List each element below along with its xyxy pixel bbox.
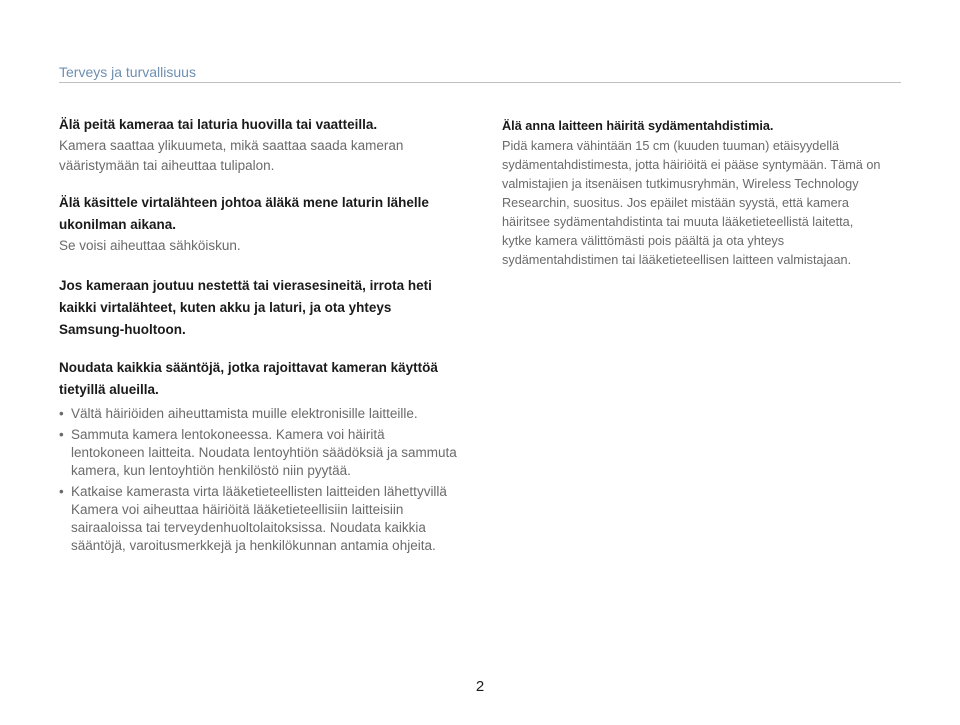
block-text: Kamera saattaa ylikuumeta, mikä saattaa saada kameran vääristymään tai aiheuttaa tulipalon. (59, 138, 404, 173)
block-text: Se voisi aiheuttaa sähköiskun. (59, 238, 241, 253)
block-heading: Noudata kaikkia sääntöjä, jotka rajoittavat kameran käyttöä tietyillä alueilla. (59, 360, 438, 397)
right-column (502, 115, 882, 270)
left-column-block-2 (59, 192, 429, 256)
block-heading: Älä peitä kameraa tai laturia huovilla tai vaatteilla. (59, 117, 378, 132)
list-item: • Vältä häiriöiden aiheuttamista muille elektronisille laitteille. (59, 405, 459, 423)
block-text: Pidä kamera vähintään 15 cm (kuuden tuuman) etäisyydellä sydämentahdistimesta, jotta häiriöitä ei pääse syntymään. Tämä on valmistajien ja itsenäisen tutkimusryhmän, Wireless Technology Researchin, suositus. Jos epäilet mistään syystä, että kamera häiritsee sydämentahdistinta tai muuta lääketieteellistä laitetta, kytke kamera välittömästi pois päältä ja ota yhteys sydämentahdistimen tai lääketieteellisen laitteen valmistajaan. (502, 139, 881, 267)
page-number: 2 (475, 678, 485, 695)
block-heading: Jos kameraan joutuu nestettä tai vierasesineitä, irrota heti kaikki virtalähteet, kuten akku ja laturi, ja ota yhteys Samsung-huoltoon. (59, 278, 432, 337)
block-heading: Älä anna laitteen häiritä sydämentahdistimia. (502, 119, 774, 133)
list-item: • Sammuta kamera lentokoneessa. Kamera voi häiritä lentokoneen laitteita. Noudata lentoyhtiön säädöksiä ja sammuta kamera, kun lentoyhtiön henkilöstö niin pyytää. (59, 426, 459, 480)
left-column-block-3 (59, 275, 454, 341)
bullet-list (59, 405, 459, 555)
page-header (59, 63, 901, 83)
left-column (59, 114, 429, 176)
list-item: • Katkaise kamerasta virta lääketieteellisten laitteiden lähettyvillä Kamera voi aiheuttaa häiriöitä lääketieteellisiin laitteisiin sairaaloissa tai terveydenhuoltolaitoksissa. Noudata kaikkia sääntöjä, varoitusmerkkejä ja henkilökunnan antamia ohjeita. (59, 483, 459, 555)
section-title: Terveys ja turvallisuus (59, 64, 196, 80)
block-heading: Älä käsittele virtalähteen johtoa äläkä mene laturin lähelle ukonilman aikana. (59, 195, 429, 232)
left-column-block-4 (59, 357, 459, 558)
